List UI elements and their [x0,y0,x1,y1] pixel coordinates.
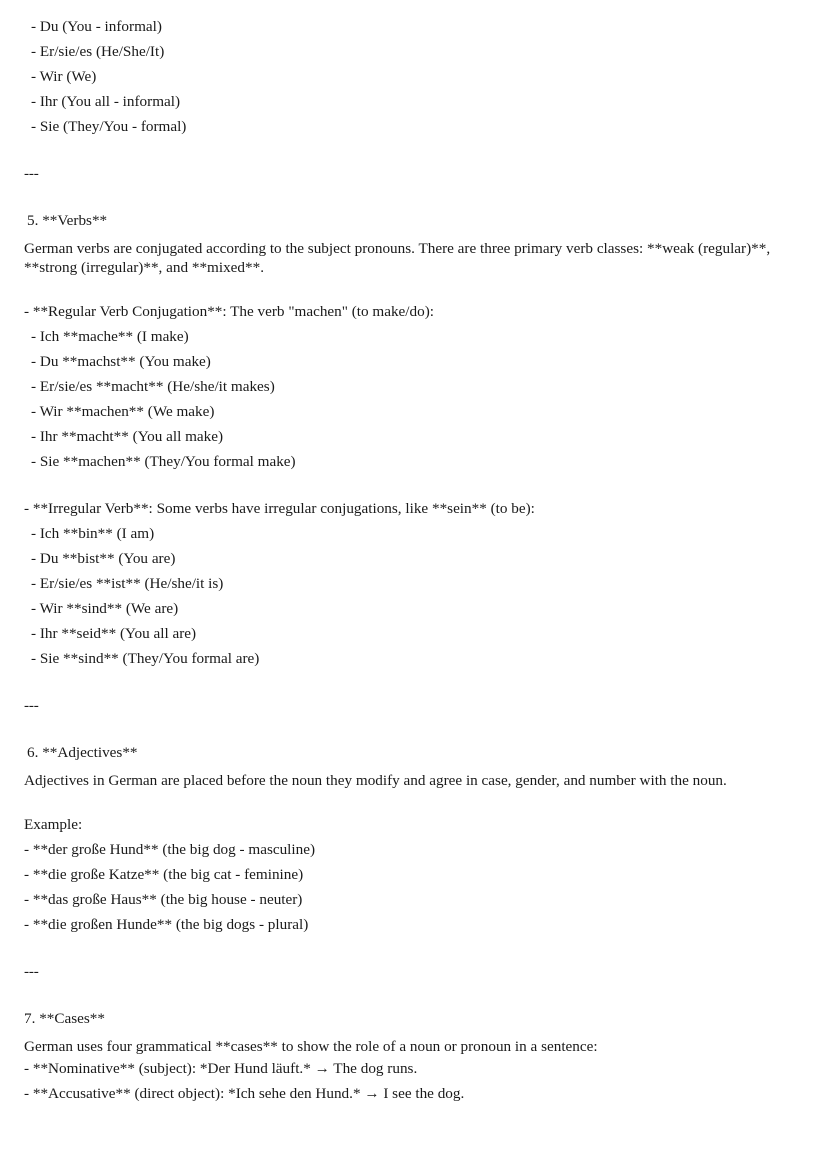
list-item-irregular-verb: - **Irregular Verb**: Some verbs have irregular conjugations, like **sein** (to be): [24,500,535,517]
paragraph-verbs-intro: German verbs are conjugated according to the subject pronouns. There are three primary verb classes: **weak (regular)**, **strong (irregular)**, and **mixed**. [24,240,771,276]
paragraph-adjectives-intro: Adjectives in German are placed before the noun they modify and agree in case, gender, and number with the noun. [24,772,727,789]
list-item: - Wir **sind** (We are) [31,600,179,617]
section-spacer [0,984,828,1006]
list-item: - Sie (They/You - formal) [31,118,187,135]
list-item: - **das große Haus** (the big house - neuter) [24,891,303,908]
list-item: - Ich **bin** (I am) [31,525,155,542]
list-item: - Sie **sind** (They/You formal are) [31,650,260,667]
section-spacer [0,937,828,959]
list-item: - Er/sie/es **macht** (He/she/it makes) [31,378,275,395]
list-item: - Ich **mache** (I make) [31,328,189,345]
top-spacer [0,0,828,14]
list-item-nominative: - **Nominative** (subject): *Der Hund läuft.* → The dog runs. [24,1060,418,1077]
horizontal-rule-marker: --- [24,165,39,182]
list-item-accusative: - **Accusative** (direct object): *Ich sehe den Hund.* → I see the dog. [24,1085,465,1102]
paragraph-cases-intro: German uses four grammatical **cases** to show the role of a noun or pronoun in a sentence: [24,1038,598,1055]
list-item: - **der große Hund** (the big dog - masculine) [24,841,316,858]
paragraph-spacer [0,790,828,812]
list-item: - Wir **machen** (We make) [31,403,215,420]
list-item: - Du **machst** (You make) [31,353,211,370]
list-item: - Du (You - informal) [31,18,162,35]
list-item: - Ihr **macht** (You all make) [31,428,224,445]
section-heading-verbs: 5. **Verbs** [27,212,108,229]
list-item: - Wir (We) [31,68,97,85]
list-item: - **die großen Hunde** (the big dogs - plural) [24,916,309,933]
list-item: - Er/sie/es (He/She/It) [31,43,165,60]
section-spacer [0,718,828,740]
list-spacer [0,474,828,496]
horizontal-rule-marker: --- [24,963,39,980]
list-item: - Du **bist** (You are) [31,550,176,567]
section-heading-adjectives: 6. **Adjectives** [27,744,138,761]
paragraph-spacer [0,277,828,299]
list-item-regular-verb: - **Regular Verb Conjugation**: The verb "machen" (to make/do): [24,303,434,320]
section-spacer [0,671,828,693]
list-item: - Ihr (You all - informal) [31,93,181,110]
list-item: - **die große Katze** (the big cat - feminine) [24,866,304,883]
horizontal-rule-marker: --- [24,697,39,714]
section-spacer [0,186,828,208]
label-example: Example: [24,816,83,833]
list-item: - Sie **machen** (They/You formal make) [31,453,296,470]
list-item: - Er/sie/es **ist** (He/she/it is) [31,575,224,592]
list-item: - Ihr **seid** (You all are) [31,625,197,642]
section-spacer [0,139,828,161]
section-heading-cases: 7. **Cases** [24,1010,105,1027]
